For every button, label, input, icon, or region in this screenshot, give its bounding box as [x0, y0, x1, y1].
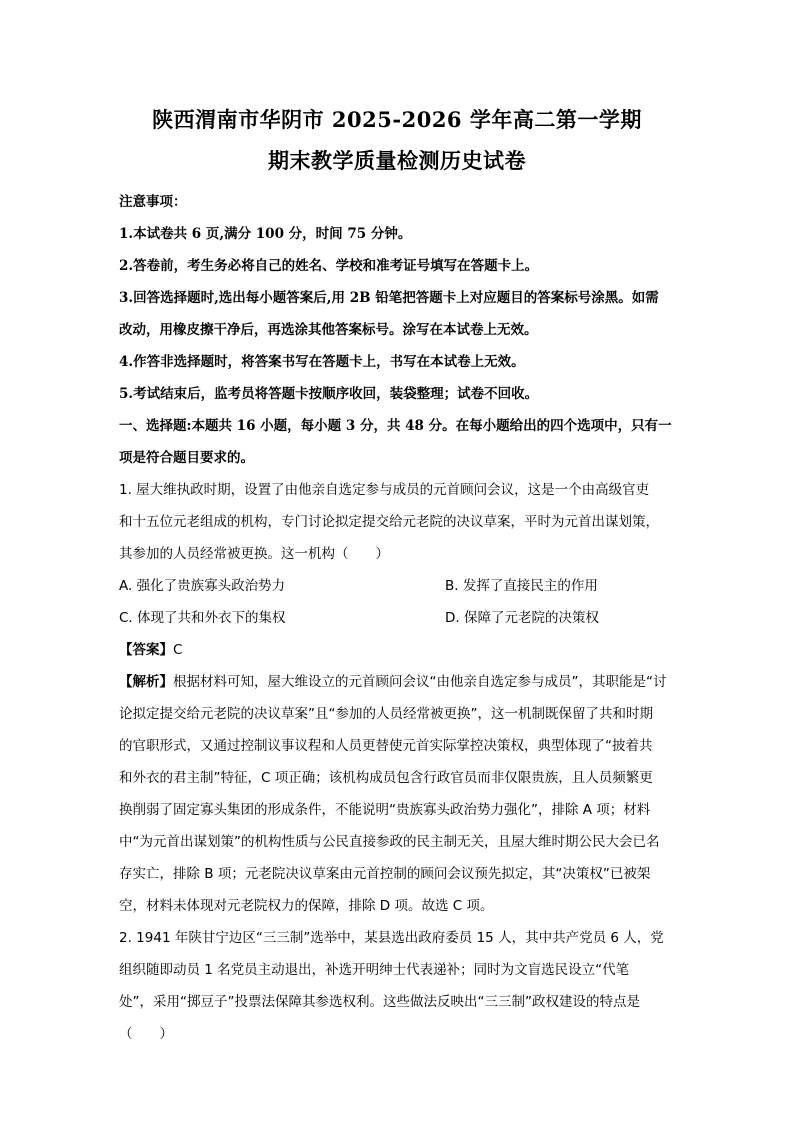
q1-option-d: D. 保障了元老院的决策权	[445, 610, 599, 626]
notice-heading: 注意事项：	[119, 194, 187, 210]
notice-item-1: 1.本试卷共 6 页,满分 100 分，时间 75 分钟。	[119, 226, 412, 242]
q2-stem-line3: 处”，采用“掷豆子”投票法保障其参选权利。这些做法反映出“三三制”政权建设的特点是	[119, 994, 640, 1010]
exam-title-line1: 陕西渭南市华阴市 2025-2026 学年高二第一学期	[152, 107, 642, 132]
analysis-text-1: 根据材料可知，屋大维设立的元首顾问会议“由他亲自选定参与成员”，其职能是“讨	[173, 674, 667, 690]
notice-item-3-cont: 改动，用橡皮擦干净后，再选涂其他答案标号。涂写在本试卷上无效。	[119, 322, 538, 338]
q1-option-c: C. 体现了共和外衣下的集权	[119, 610, 286, 626]
q1-option-b: B. 发挥了直接民主的作用	[445, 578, 598, 594]
q2-stem-line1: 2. 1941 年陕甘宁边区“三三制”选举中，某县选出政府委员 15 人，其中共产党员 6 人，党	[119, 930, 664, 946]
q1-answer	[119, 638, 689, 658]
q1-analysis-line2: 论拟定提交给元老院的决议草案”且“参加的人员经常被更换”，这一机制既保留了共和时期	[119, 706, 653, 722]
q2-stem-line4: （ ）	[119, 1026, 173, 1042]
q1-analysis-line8: 空，材料未体现对元老院权力的保障，排除 D 项。故选 C 项。	[119, 898, 494, 914]
section-heading: 一、选择题:本题共 16 小题，每小题 3 分，共 48 分。在每小题给出的四个选项中，只有一	[119, 418, 672, 434]
q1-stem-line1: 1. 屋大维执政时期，设置了由他亲自选定参与成员的元首顾问会议，这是一个由高级官吏	[119, 482, 650, 498]
q1-stem-line2: 和十五位元老组成的机构，专门讨论拟定提交给元老院的决议草案，平时为元首出谋划策，	[119, 514, 659, 530]
exam-title-line2: 期末教学质量检测历史试卷	[268, 148, 526, 173]
section-heading-cont: 项是符合题目要求的。	[119, 450, 254, 466]
notice-item-3: 3.回答选择题时,选出每小题答案后,用 2B 铅笔把答题卡上对应题目的答案标号涂黑。如需	[119, 290, 659, 306]
q1-analysis-line7: 存实亡，排除 B 项；元老院决议草案由元首控制的顾问会议预先拟定，其“决策权”已被架	[119, 866, 651, 882]
q1-analysis-line6: 中“为元首出谋划策”的机构性质与公民直接参政的民主制无关，且屋大维时期公民大会已名	[119, 834, 660, 850]
notice-item-2: 2.答卷前，考生务必将自己的姓名、学校和准考证号填写在答题卡上。	[119, 258, 539, 274]
analysis-label: 【解析】	[119, 674, 173, 690]
answer-label: 【答案】	[119, 642, 173, 658]
q1-analysis-line1	[119, 670, 689, 690]
q1-option-a: A. 强化了贵族寡头政治势力	[119, 578, 286, 594]
answer-value: C	[173, 642, 183, 658]
notice-item-4: 4.作答非选择题时，将答案书写在答题卡上，书写在本试卷上无效。	[119, 354, 525, 370]
q1-analysis-line4: 和外衣的君主制”特征，C 项正确；该机构成员包含行政官员而非仅限贵族，且人员频繁更	[119, 770, 653, 786]
q1-analysis-line5: 换削弱了固定寡头集团的形成条件，不能说明“贵族寡头政治势力强化”，排除 A 项；材料	[119, 802, 651, 818]
notice-item-5: 5.考试结束后，监考员将答题卡按顺序收回，装袋整理；试卷不回收。	[119, 386, 539, 402]
q1-stem-line3: 其参加的人员经常被更换。这一机构（ ）	[119, 546, 389, 562]
q1-analysis-line3: 的官职形式，又通过控制议事议程和人员更替使元首实际掌控决策权，典型体现了“披着共	[119, 738, 653, 754]
q2-stem-line2: 组织随即动员 1 名党员主动退出，补选开明绅士代表递补；同时为文盲选民设立“代笔	[119, 962, 630, 978]
